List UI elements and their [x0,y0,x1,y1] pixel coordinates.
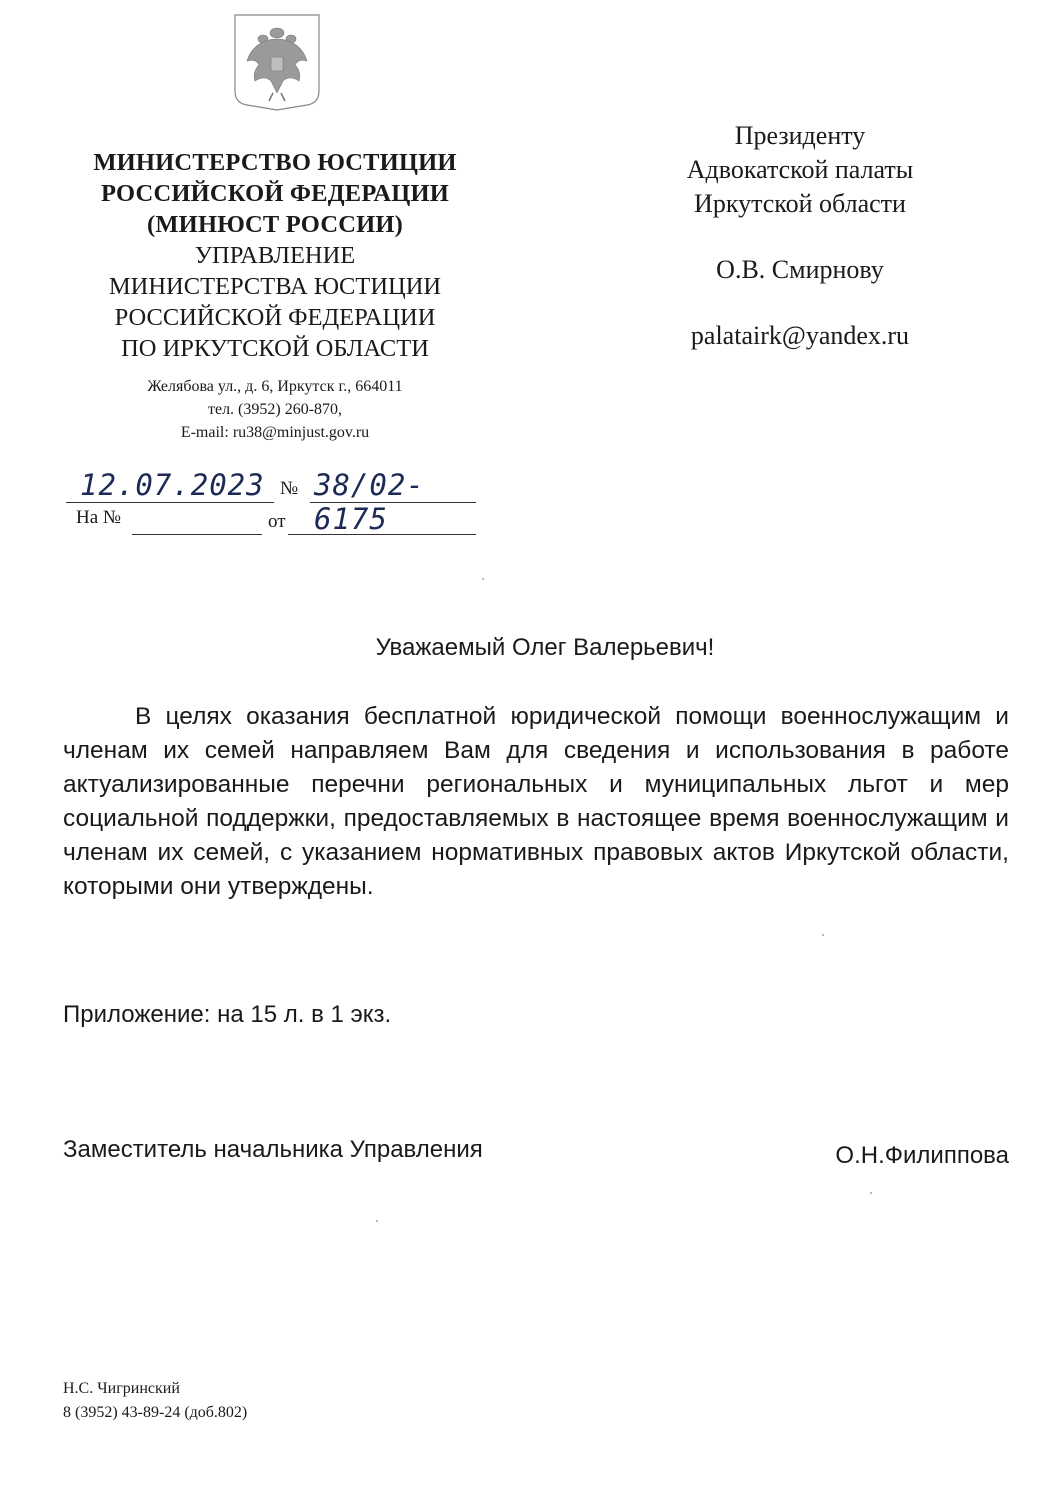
recipient-line: Адвокатской палаты [686,155,914,184]
ministry-name-line: (МИНЮСТ РОССИИ) [147,211,403,238]
recipient-block [640,119,960,353]
phone-line: тел. (3952) 260-870, [207,401,343,418]
signer-position: Заместитель начальника Управления [63,1136,483,1163]
department-line: РОССИЙСКОЙ ФЕДЕРАЦИИ [114,304,436,331]
address-line: Желябова ул., д. 6, Иркутск г., 664011 [147,378,403,395]
recipient-email: palatairk@yandex.ru [690,321,910,350]
scan-speck [482,578,484,580]
outgoing-date: 12.07.2023 [80,468,265,502]
scan-speck [822,934,824,936]
reference-number-label: На № [76,507,122,528]
email-line: E-mail: ru38@minjust.gov.ru [180,424,370,441]
date-underline [66,502,274,503]
recipient-line: Иркутской области [694,189,906,218]
letter-body: В целях оказания бесплатной юридической помощи военнослужащим и членам их семей направляем Вам для сведения и использования в работе актуализированные перечни региональных и муниципальных льгот и мер социальной поддержки, предоставляемых в настоящее время военнослужащим и членам их семей, с указанием нормативных правовых актов Иркутской области, которыми они утверждены. [63,703,1009,900]
signature-row [63,1136,1009,1169]
executor-name: Н.С. Чигринский [63,1380,180,1397]
sender-block [60,147,490,364]
ministry-name-line: РОССИЙСКОЙ ФЕДЕРАЦИИ [100,180,450,207]
recipient-name: О.В. Смирнову [716,255,884,284]
ministry-name-line: МИНИСТЕРСТВО ЮСТИЦИИ [93,149,457,176]
recipient-line: Президенту [734,121,866,150]
russian-coat-of-arms-icon [233,13,321,111]
scan-speck [376,1220,378,1222]
outgoing-number: 38/02-6175 [314,468,425,536]
sender-address [60,375,490,444]
reference-number-underline [132,534,262,535]
reference-date-label: от [268,511,286,532]
department-line: МИНИСТЕРСТВА ЮСТИЦИИ [108,273,442,300]
department-line: УПРАВЛЕНИЕ [194,242,356,269]
reference-date-underline [288,534,476,535]
scan-speck [870,1192,872,1194]
greeting: Уважаемый Олег Валерьевич! [375,634,715,661]
number-label: № [280,478,299,499]
number-underline [310,502,476,503]
executor-block [63,1377,247,1425]
executor-phone: 8 (3952) 43-89-24 (доб.802) [63,1404,248,1421]
registration-block [66,466,478,536]
signer-name: О.Н.Филиппова [835,1142,1009,1169]
attachment-note: Приложение: на 15 л. в 1 экз. [63,1001,392,1028]
department-line: ПО ИРКУТСКОЙ ОБЛАСТИ [121,335,429,362]
